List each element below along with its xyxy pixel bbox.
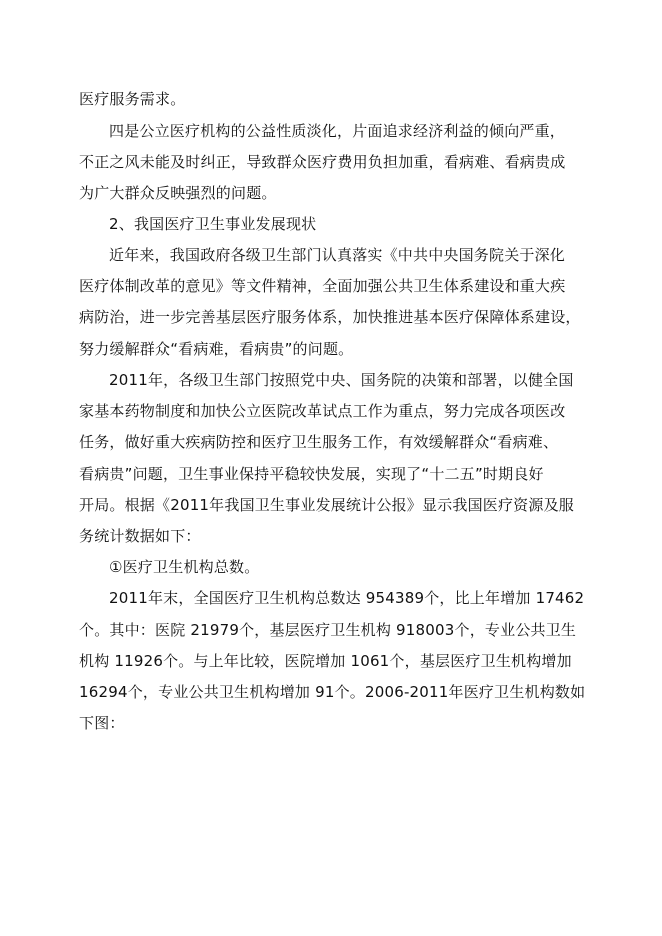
text-line: 为广大群众反映强烈的问题。: [79, 184, 277, 202]
text-line: 家基本药物制度和加快公立医院改革试点工作为重点，努力完成各项医改: [79, 402, 566, 420]
text-line: 开局。根据《2011年我国卫生事业发展统计公报》显示我国医疗资源及服: [79, 496, 574, 514]
section-heading: 2、我国医疗卫生事业发展现状: [109, 215, 317, 233]
text-line: 病防治，进一步完善基层医疗服务体系，加快推进基本医疗保障体系建设，: [79, 308, 581, 326]
text-line: 16294个，专业公共卫生机构增加 91个。2006-2011年医疗卫生机构数如: [79, 683, 586, 701]
text-line: 四是公立医疗机构的公益性质淡化，片面追求经济利益的倾向严重，: [109, 122, 566, 140]
text-line: 2011年末，全国医疗卫生机构总数达 954389个，比上年增加 17462: [109, 589, 585, 607]
text-line: 务统计数据如下：: [79, 527, 201, 545]
text-line: 医疗服务需求。: [79, 90, 186, 108]
text-line: 2011年，各级卫生部门按照党中央、国务院的决策和部署，以健全国: [109, 371, 574, 389]
text-line: 医疗体制改革的意见》等文件精神，全面加强公共卫生体系建设和重大疾: [79, 277, 566, 295]
text-line: 任务，做好重大疾病防控和医疗卫生服务工作，有效缓解群众“看病难、: [79, 433, 559, 451]
text-line: 机构 11926个。与上年比较，医院增加 1061个，基层医疗卫生机构增加: [79, 652, 572, 670]
text-line: 努力缓解群众“看病难，看病贵”的问题。: [79, 340, 354, 358]
text-line: 个。其中：医院 21979个，基层医疗卫生机构 918003个，专业公共卫生: [79, 621, 577, 639]
text-line: 不正之风未能及时纠正，导致群众医疗费用负担加重，看病难、看病贵成: [79, 153, 566, 171]
text-line: 近年来，我国政府各级卫生部门认真落实《中共中央国务院关于深化: [109, 246, 566, 264]
subsection-heading: ①医疗卫生机构总数。: [109, 558, 260, 576]
text-line: 看病贵”问题，卫生事业保持平稳较快发展，实现了“十二五”时期良好: [79, 465, 544, 483]
text-line: 下图：: [79, 714, 125, 732]
